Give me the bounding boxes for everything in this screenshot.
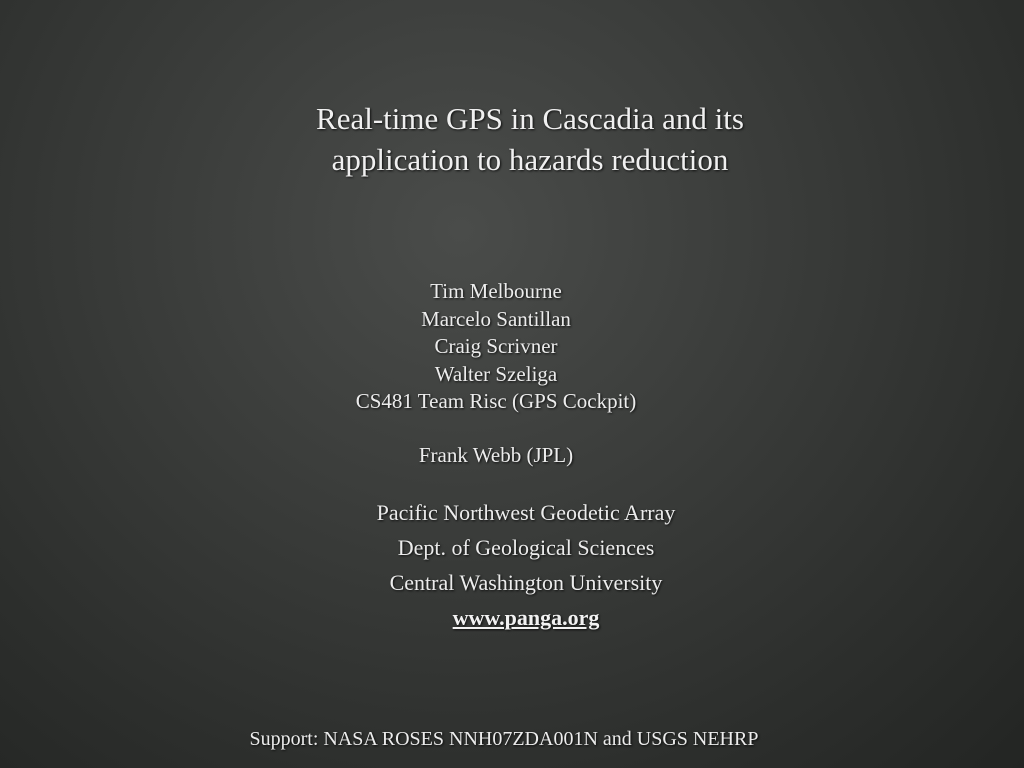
author-name: Walter Szeliga [434,361,558,386]
author-name: Marcelo Santillan [421,306,571,331]
affiliation-line-department: Dept. of Geological Sciences [397,535,655,560]
author-name: CS481 Team Risc (GPS Cockpit) [355,389,637,413]
affiliation-line-university: Central Washington University [389,570,663,595]
slide-title-line-1: Real-time GPS in Cascadia and its [316,101,744,136]
affiliation-block [276,495,776,635]
collaborator-name: Frank Webb (JPL) [418,443,574,467]
author-name: Craig Scrivner [434,334,558,358]
slide-title [180,98,880,180]
panga-website-link[interactable]: www.panga.org [452,605,600,630]
funding-support-note: Support: NASA ROSES NNH07ZDA001N and USGS NEHRP [249,728,759,750]
slide-title-line-2: application to hazards reduction [331,142,729,177]
author-name: Tim Melbourne [430,279,562,303]
affiliation-line-organization: Pacific Northwest Geodetic Array [376,500,676,525]
author-list [296,278,696,416]
